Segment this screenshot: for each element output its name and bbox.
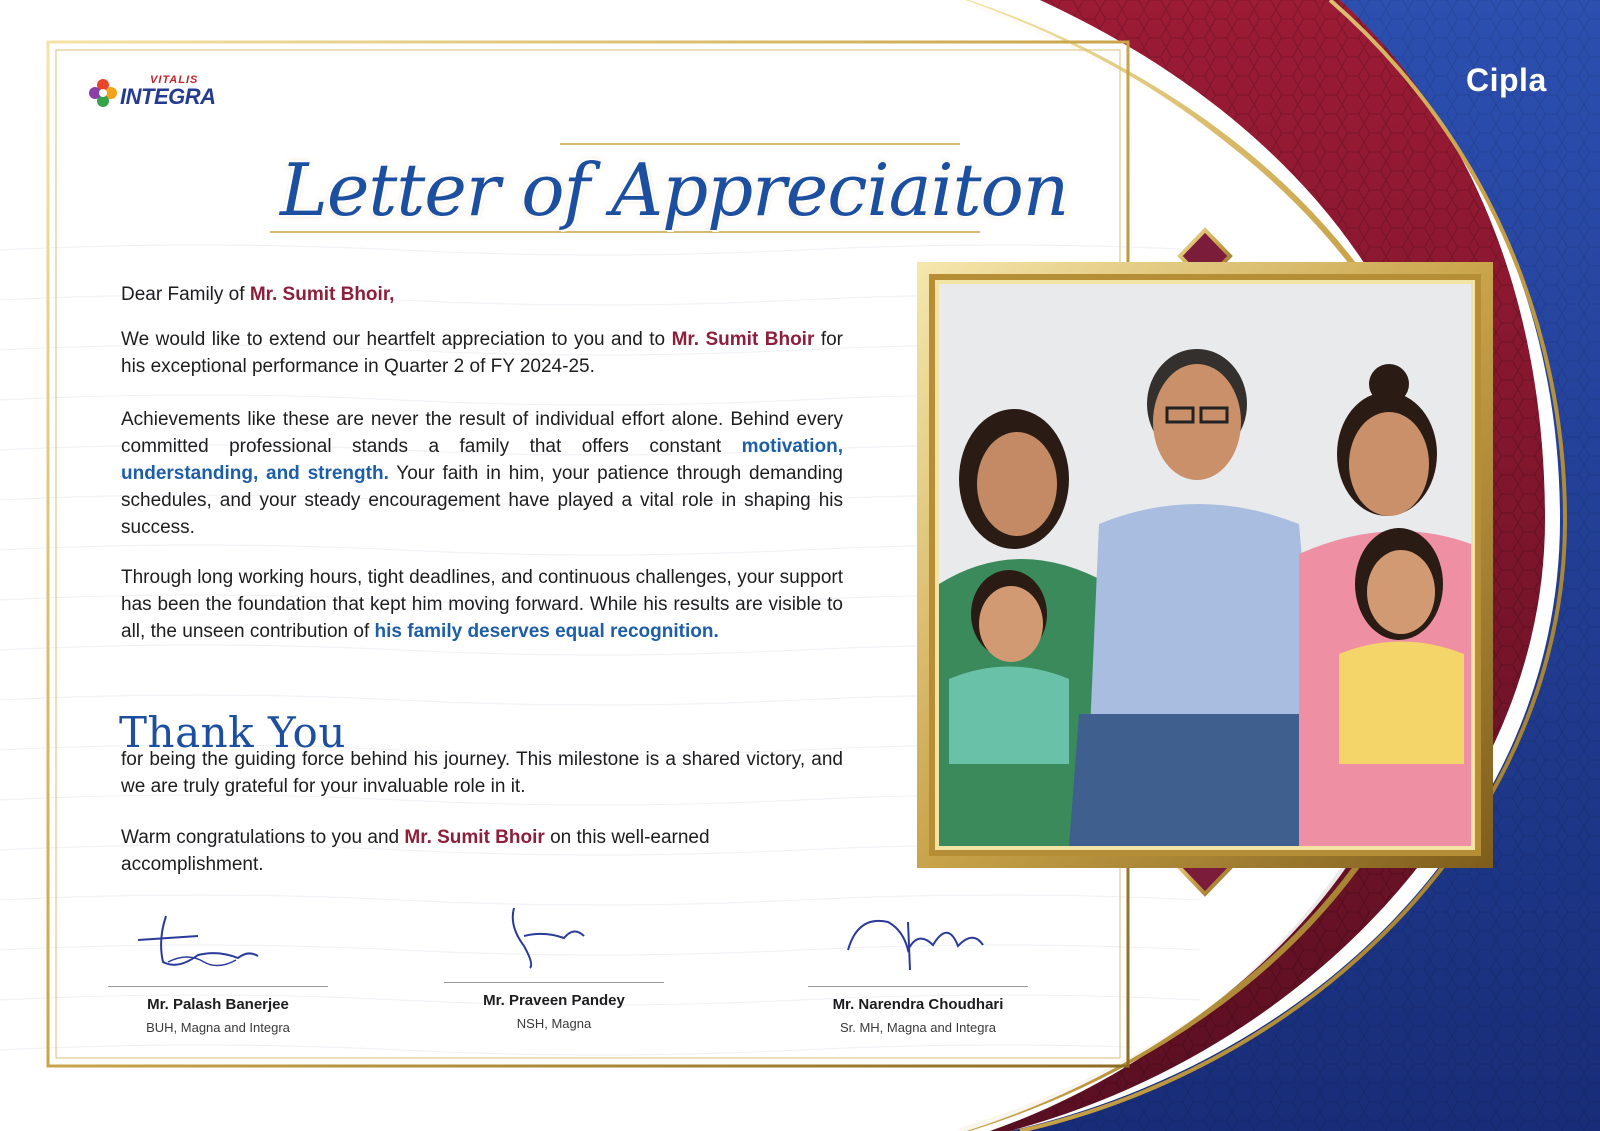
signature-line-1	[108, 986, 328, 987]
vitalis-wordmark: VITALIS	[150, 74, 199, 86]
paragraph-5-text-b: on this well-earned accomplishment.	[121, 827, 710, 875]
signature-choudhari	[808, 900, 1028, 980]
paragraph-2	[121, 406, 843, 541]
paragraph-1-text-b: for his exceptional performance in Quarter 2 of FY 2024-25.	[121, 329, 844, 377]
signatory-2-name: Mr. Praveen Pandey	[483, 992, 625, 1009]
paragraph-3-highlight: his family deserves equal recognition.	[374, 621, 719, 642]
signatory-3	[808, 900, 1028, 1040]
signatory-1-name: Mr. Palash Banerjee	[147, 996, 289, 1013]
paragraph-4: for being the guiding force behind his journey. This milestone is a shared victory, and we are truly grateful for your invaluable role in it.	[121, 749, 843, 797]
signatory-1-role: BUH, Magna and Integra	[146, 1020, 290, 1035]
cipla-logo: Cipla	[1466, 62, 1547, 98]
signatory-1	[108, 900, 328, 1040]
signatory-3-name: Mr. Narendra Choudhari	[832, 996, 1004, 1013]
family-photo-illustration	[939, 284, 1471, 846]
letter-title-text: Letter of Appreciaiton	[280, 148, 1069, 232]
family-photo-frame	[917, 262, 1493, 868]
paragraph-3-text-a: Through long working hours, tight deadlines, and continuous challenges, your support has been the foundation that kept him moving forward. While his results are visible to all, the unseen contribution of	[121, 567, 843, 642]
signature-line-3	[808, 986, 1028, 987]
paragraph-2-text-a: Achievements like these are never the result of individual effort alone. Behind every committed professional stands a family that offers constant	[121, 409, 843, 457]
letter-title	[270, 128, 1069, 268]
paragraph-2-highlight: motivation, understanding, and strength.	[121, 436, 843, 484]
signatory-2	[444, 896, 664, 1036]
signature-banerjee	[108, 900, 328, 980]
signature-pandey	[444, 896, 664, 976]
signatory-3-role: Sr. MH, Magna and Integra	[839, 1020, 997, 1035]
vitalis-integra-logo	[86, 74, 236, 114]
paragraph-5-text-a: Warm congratulations to you and	[121, 827, 405, 848]
paragraph-2-text-b: Your faith in him, your patience through demanding schedules, and your steady encouragement have played a vital role in shaping his success.	[121, 463, 843, 538]
paragraph-1-name: Mr. Sumit Bhoir	[671, 329, 815, 350]
thank-you-heading: Thank You	[119, 708, 346, 757]
signature-line-2	[444, 982, 664, 983]
paragraph-3	[121, 564, 843, 645]
paragraph-5	[121, 824, 843, 878]
salutation-prefix: Dear Family of	[121, 284, 250, 305]
paragraph-5-name: Mr. Sumit Bhoir	[404, 827, 545, 848]
salutation	[121, 284, 394, 306]
paragraph-1	[121, 326, 843, 380]
salutation-name: Mr. Sumit Bhoir,	[249, 284, 395, 305]
integra-wordmark: INTEGRA	[120, 84, 216, 109]
signatory-2-role: NSH, Magna	[516, 1016, 592, 1031]
family-photo	[939, 284, 1471, 846]
paragraph-1-text-a: We would like to extend our heartfelt appreciation to you and to	[121, 329, 672, 350]
integra-flower-icon	[86, 76, 120, 110]
